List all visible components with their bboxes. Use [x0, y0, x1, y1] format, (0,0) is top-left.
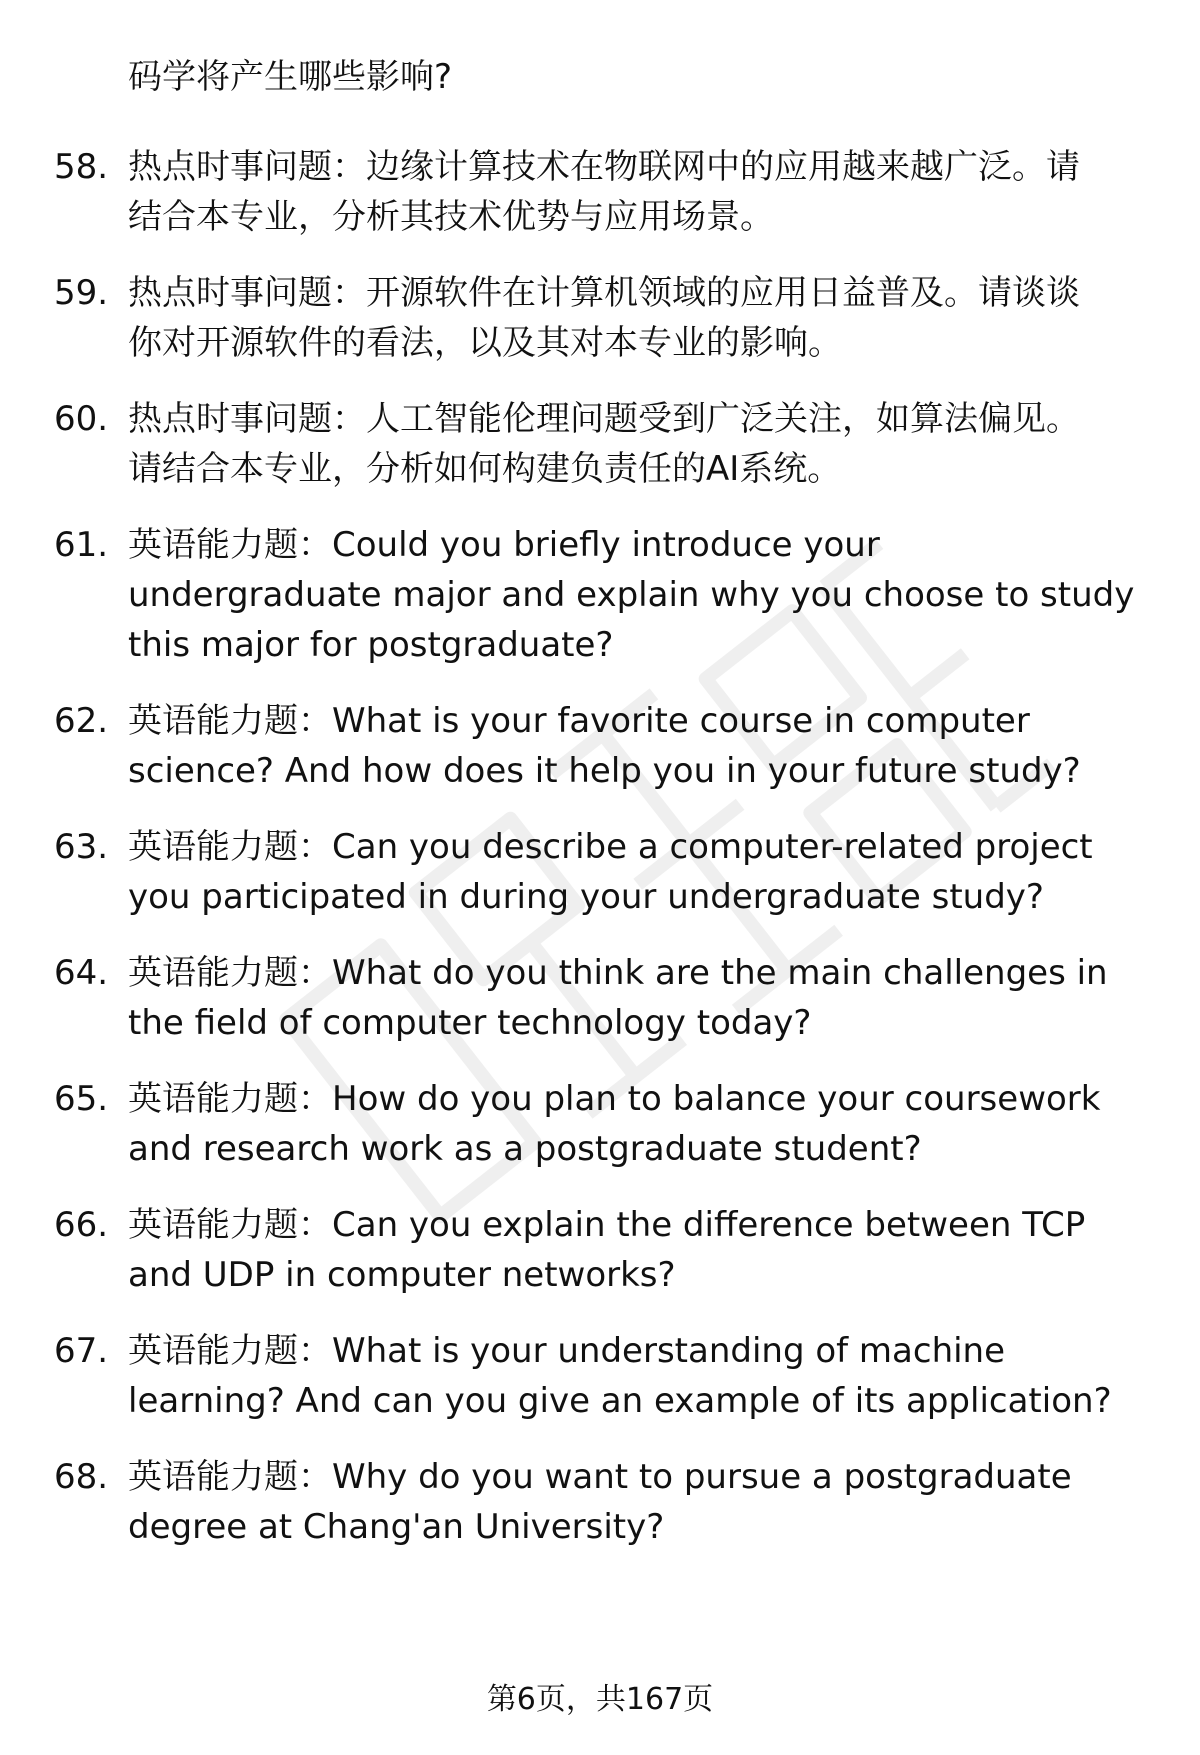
question-number: 58.: [54, 147, 109, 187]
question-text: 英语能力题：Can you describe a computer-related project you participated in during your undergraduate study?: [128, 827, 1093, 917]
question-number: 60.: [54, 399, 109, 439]
question-item: [54, 1326, 1154, 1426]
question-text: 英语能力题：What is your understanding of machine learning? And can you give an example of its application?: [128, 1331, 1112, 1421]
continued-question-text: 码学将产生哪些影响?: [128, 57, 453, 97]
question-number: 65.: [54, 1079, 109, 1119]
question-number: 67.: [54, 1331, 109, 1371]
question-text: 英语能力题：How do you plan to balance your coursework and research work as a postgraduate student?: [128, 1079, 1101, 1169]
question-item: [54, 948, 1154, 1048]
question-item: [54, 822, 1154, 922]
question-number: 68.: [54, 1457, 109, 1497]
page-footer: 第6页，共167页: [486, 1682, 714, 1717]
question-text: 英语能力题：What do you think are the main challenges in the field of computer technology today?: [128, 953, 1108, 1043]
question-text: 热点时事问题：人工智能伦理问题受到广泛关注，如算法偏见。 请结合本专业，分析如何构建负责任的AI系统。: [128, 399, 1080, 489]
question-number: 63.: [54, 827, 109, 867]
question-item: [54, 394, 1154, 494]
question-item: [54, 1200, 1154, 1300]
question-number: 64.: [54, 953, 109, 993]
question-text: 英语能力题：What is your favorite course in computer science? And how does it help you in your future study?: [128, 701, 1081, 791]
question-item: [54, 696, 1154, 796]
question-number: 66.: [54, 1205, 109, 1245]
question-number: 61.: [54, 525, 109, 565]
question-item: [54, 1452, 1154, 1552]
question-list: [54, 142, 1154, 1578]
question-item: [54, 520, 1154, 670]
question-item: [54, 268, 1154, 368]
question-text: 英语能力题：Could you briefly introduce your undergraduate major and explain why you choose to study this major for postgraduate?: [128, 525, 1135, 665]
question-item: [54, 142, 1154, 242]
question-text: 英语能力题：Can you explain the difference between TCP and UDP in computer networks?: [128, 1205, 1086, 1295]
question-number: 59.: [54, 273, 109, 313]
question-number: 62.: [54, 701, 109, 741]
question-text: 热点时事问题：边缘计算技术在物联网中的应用越来越广泛。请 结合本专业，分析其技术优势与应用场景。: [128, 147, 1080, 237]
question-item: [54, 1074, 1154, 1174]
question-text: 热点时事问题：开源软件在计算机领域的应用日益普及。请谈谈 你对开源软件的看法，以及其对本专业的影响。: [128, 273, 1080, 363]
question-text: 英语能力题：Why do you want to pursue a postgraduate degree at Chang'an University?: [128, 1457, 1072, 1547]
